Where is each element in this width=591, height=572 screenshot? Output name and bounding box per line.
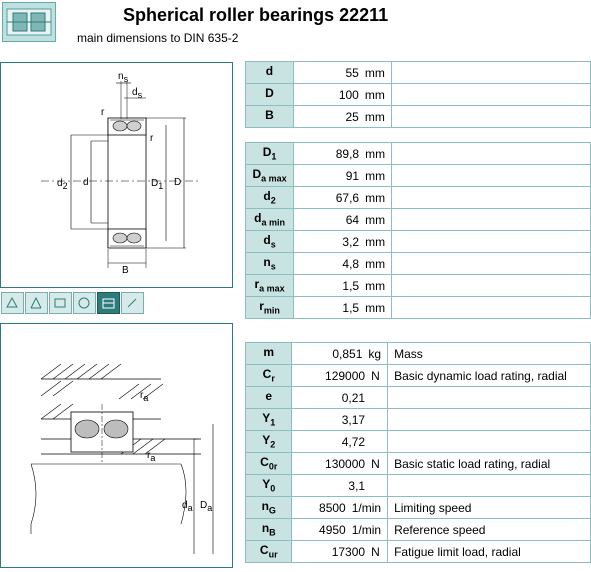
symbol-cell: $C_{ur}$ bbox=[246, 541, 292, 563]
table-row bbox=[246, 387, 591, 409]
value-cell: 4950 1/min bbox=[292, 519, 388, 541]
symbol-cell: $r_{a max}$ bbox=[246, 275, 294, 297]
value-cell: 64 mm bbox=[294, 209, 392, 231]
value-cell: 3,17 bbox=[292, 409, 388, 431]
table-row bbox=[246, 409, 591, 431]
value-cell: 0,21 bbox=[292, 387, 388, 409]
value-cell: 100 mm bbox=[293, 84, 391, 106]
symbol-cell: $D_1$ bbox=[246, 143, 294, 165]
label-ra-bottom: $r_a$ bbox=[147, 450, 156, 463]
bearing-dimension-drawing bbox=[0, 62, 233, 288]
view-tab-5[interactable] bbox=[97, 292, 120, 314]
symbol-cell: D bbox=[246, 84, 294, 106]
value-cell: 1,5 mm bbox=[294, 275, 392, 297]
view-tab-2[interactable] bbox=[25, 292, 48, 314]
description-cell bbox=[388, 387, 591, 409]
description-cell bbox=[388, 409, 591, 431]
table-row bbox=[246, 497, 591, 519]
description-cell bbox=[388, 475, 591, 497]
view-tab-1[interactable] bbox=[1, 292, 24, 314]
symbol-cell: $Y_0$ bbox=[246, 475, 292, 497]
symbol-cell: $d_s$ bbox=[246, 231, 294, 253]
table-row bbox=[246, 365, 591, 387]
value-cell: 130000 N bbox=[292, 453, 388, 475]
description-cell: Basic static load rating, radial bbox=[388, 453, 591, 475]
description-cell bbox=[391, 84, 590, 106]
load-rating-table bbox=[245, 342, 591, 563]
table-row bbox=[246, 253, 591, 275]
table-row bbox=[246, 62, 591, 84]
description-cell: Basic dynamic load rating, radial bbox=[388, 365, 591, 387]
table-row bbox=[246, 106, 591, 128]
description-cell: Fatigue limit load, radial bbox=[388, 541, 591, 563]
label-d: d bbox=[83, 177, 89, 188]
label-D: D bbox=[174, 177, 182, 188]
label-d2: $d_2$ bbox=[57, 178, 68, 191]
symbol-cell: $D_{a max}$ bbox=[246, 165, 294, 187]
symbol-cell: $d_2$ bbox=[246, 187, 294, 209]
value-cell: 3,2 mm bbox=[294, 231, 392, 253]
table-row bbox=[246, 143, 591, 165]
description-cell bbox=[392, 231, 591, 253]
label-ns: $n_s$ bbox=[118, 71, 129, 84]
description-cell bbox=[392, 187, 591, 209]
symbol-cell: B bbox=[246, 106, 294, 128]
label-r-left: r bbox=[101, 107, 105, 118]
table-row bbox=[246, 231, 591, 253]
main-dimensions-table bbox=[245, 61, 591, 128]
symbol-cell: e bbox=[246, 387, 292, 409]
label-Da: $D_a$ bbox=[200, 500, 213, 513]
symbol-cell: $n_s$ bbox=[246, 253, 294, 275]
value-cell: 1,5 mm bbox=[294, 297, 392, 319]
secondary-dimensions-table bbox=[245, 142, 591, 319]
table-row bbox=[246, 187, 591, 209]
view-tab-3[interactable] bbox=[49, 292, 72, 314]
description-cell bbox=[392, 165, 591, 187]
label-B: B bbox=[122, 265, 129, 276]
value-cell: 129000 N bbox=[292, 365, 388, 387]
description-cell: Reference speed bbox=[388, 519, 591, 541]
value-cell: 55 mm bbox=[293, 62, 391, 84]
symbol-cell: $r_{min}$ bbox=[246, 297, 294, 319]
symbol-cell: $Y_2$ bbox=[246, 431, 292, 453]
symbol-cell: d bbox=[246, 62, 294, 84]
table-row bbox=[246, 297, 591, 319]
value-cell: 91 mm bbox=[294, 165, 392, 187]
value-cell: 0,851 kg bbox=[292, 343, 388, 365]
value-cell: 89,8 mm bbox=[294, 143, 392, 165]
label-da: $d_a$ bbox=[182, 500, 193, 513]
description-cell bbox=[388, 431, 591, 453]
view-tabs bbox=[1, 292, 144, 316]
symbol-cell: $Y_1$ bbox=[246, 409, 292, 431]
description-cell bbox=[392, 297, 591, 319]
table-row bbox=[246, 431, 591, 453]
table-row bbox=[246, 519, 591, 541]
table-row bbox=[246, 343, 591, 365]
label-ds: $d_s$ bbox=[132, 87, 143, 100]
value-cell: 4,8 mm bbox=[294, 253, 392, 275]
value-cell: 25 mm bbox=[293, 106, 391, 128]
description-cell bbox=[392, 209, 591, 231]
page-title: Spherical roller bearings 22211 bbox=[123, 5, 389, 25]
symbol-cell: $d_{a min}$ bbox=[246, 209, 294, 231]
value-cell: 3,1 bbox=[292, 475, 388, 497]
description-cell: Mass bbox=[388, 343, 591, 365]
table-row bbox=[246, 275, 591, 297]
view-tab-6[interactable] bbox=[121, 292, 144, 314]
page-subtitle: main dimensions to DIN 635-2 bbox=[77, 31, 239, 45]
value-cell: 67,6 mm bbox=[294, 187, 392, 209]
table-row bbox=[246, 541, 591, 563]
table-row bbox=[246, 165, 591, 187]
label-r-right: r bbox=[150, 133, 154, 144]
label-D1: $D_1$ bbox=[151, 178, 164, 191]
table-row bbox=[246, 84, 591, 106]
symbol-cell: $n_G$ bbox=[246, 497, 292, 519]
description-cell bbox=[392, 253, 591, 275]
symbol-cell: $C_r$ bbox=[246, 365, 292, 387]
value-cell: 4,72 bbox=[292, 431, 388, 453]
label-ra-top: $r_a$ bbox=[140, 390, 149, 403]
symbol-cell: $n_B$ bbox=[246, 519, 292, 541]
description-cell bbox=[391, 106, 590, 128]
brand-logo bbox=[2, 2, 56, 42]
table-row bbox=[246, 475, 591, 497]
symbol-cell: $C_{0r}$ bbox=[246, 453, 292, 475]
description-cell bbox=[392, 275, 591, 297]
description-cell bbox=[391, 62, 590, 84]
description-cell bbox=[392, 143, 591, 165]
symbol-cell: m bbox=[246, 343, 292, 365]
table-row bbox=[246, 453, 591, 475]
value-cell: 17300 N bbox=[292, 541, 388, 563]
value-cell: 8500 1/min bbox=[292, 497, 388, 519]
table-row bbox=[246, 209, 591, 231]
mounting-dimension-drawing bbox=[0, 323, 233, 568]
view-tab-4[interactable] bbox=[73, 292, 96, 314]
description-cell: Limiting speed bbox=[388, 497, 591, 519]
